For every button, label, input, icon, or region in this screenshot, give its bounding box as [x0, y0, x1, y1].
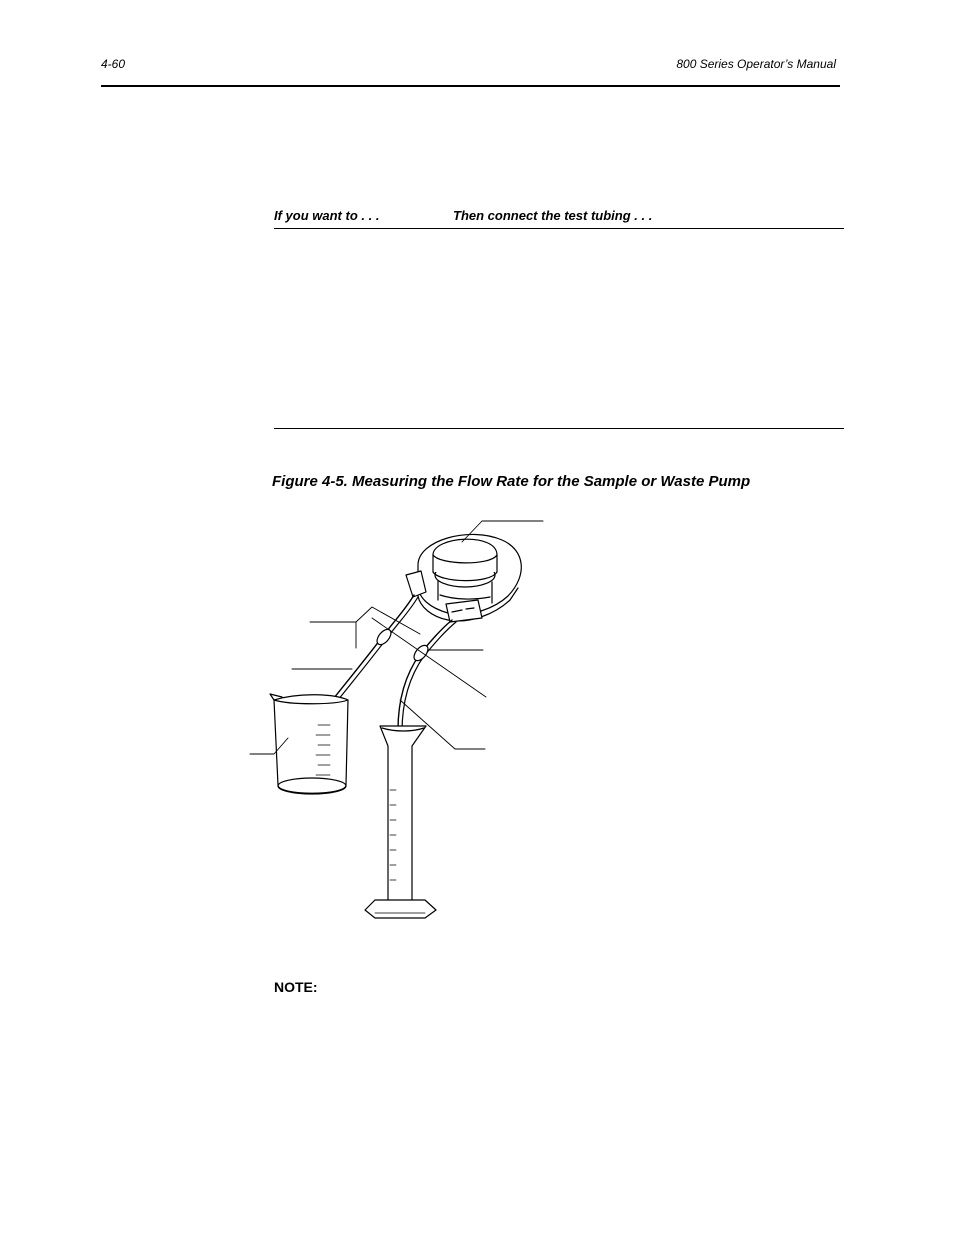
manual-title: 800 Series Operator’s Manual [676, 57, 836, 71]
page-number: 4-60 [101, 57, 126, 71]
flow-rate-figure [240, 515, 560, 935]
figure-caption: Figure 4-5. Measuring the Flow Rate for the Sample or Waste Pump [272, 473, 751, 490]
note-label: NOTE: [274, 979, 318, 995]
table-header-row [274, 208, 844, 229]
beaker-illustration [270, 694, 348, 794]
pump-illustration [406, 534, 521, 622]
header-rule [101, 85, 840, 87]
table-col2-heading: Then connect the test tubing . . . [453, 208, 653, 223]
table-bottom-rule [274, 428, 844, 429]
graduated-cylinder-illustration [365, 726, 436, 918]
table-col1-heading: If you want to . . . [274, 208, 380, 223]
